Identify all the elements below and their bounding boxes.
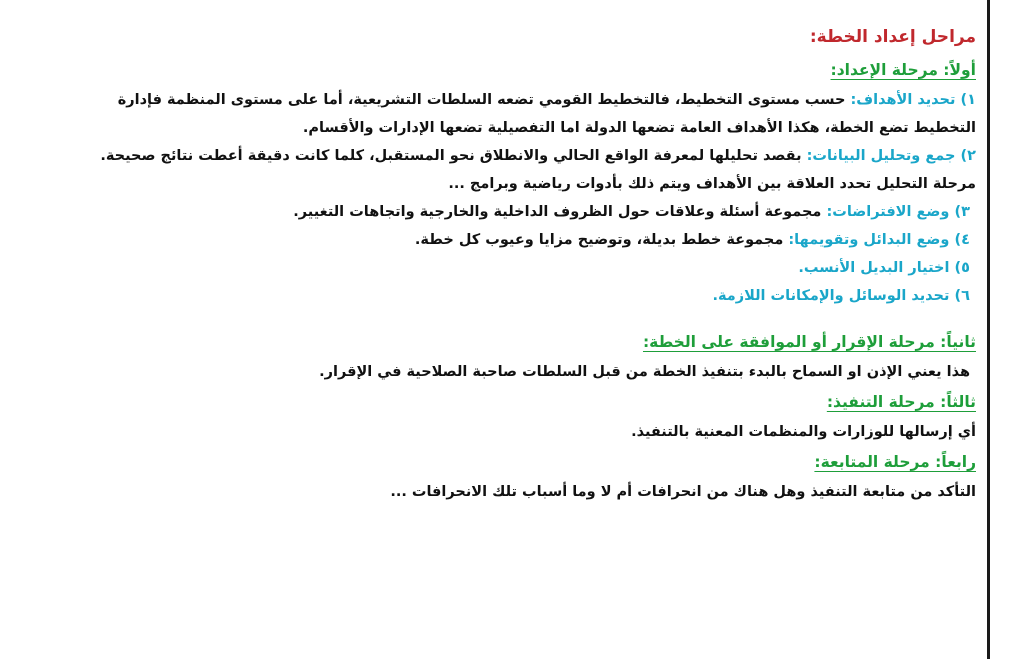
item-number: ٤) [954, 232, 970, 248]
item-text: مجموعة خطط بديلة، وتوضيح مزايا وعيوب كل خطة. [414, 232, 784, 248]
page-title: مراحل إعداد الخطة: [809, 27, 976, 47]
section-body-followup: التأكد من متابعة التنفيذ وهل هناك من انحرافات أم لا وما أسباب تلك الانحرافات ... [390, 484, 976, 500]
item-label: وضع البدائل وتقويمها: [788, 232, 950, 248]
section-body-execution: أي إرسالها للوزارات والمنظمات المعنية بالتنفيذ. [631, 424, 976, 440]
item-label: تحديد الأهداف: [850, 92, 956, 108]
list-item-1-continuation: التخطيط تضع الخطة، هكذا الأهداف العامة تضعها الدولة اما التفصيلية تضعها الإدارات والأقسام. [302, 120, 976, 136]
list-item-6 [46, 282, 976, 310]
list-item-2 [46, 142, 976, 170]
item-number: ٣) [954, 204, 970, 220]
section-heading-execution: ثالثاً: مرحلة التنفيذ: [826, 393, 976, 411]
section-heading-approval: ثانياً: مرحلة الإقرار أو الموافقة على الخطة: [642, 333, 976, 351]
item-label: تحديد الوسائل والإمكانات اللازمة. [712, 288, 950, 304]
item-number: ٢) [960, 148, 976, 164]
list-item-3 [46, 198, 976, 226]
item-label: وضع الافتراضات: [826, 204, 950, 220]
item-number: ٥) [954, 260, 970, 276]
item-number: ١) [960, 92, 976, 108]
list-item-1 [46, 86, 976, 114]
item-text: مجموعة أسئلة وعلاقات حول الظروف الداخلية والخارجية واتجاهات التغيير. [293, 204, 822, 220]
section-heading-preparation: أولاً: مرحلة الإعداد: [830, 61, 976, 79]
item-number: ٦) [954, 288, 970, 304]
list-item-4 [46, 226, 976, 254]
list-item-5 [46, 254, 976, 282]
section-heading-followup: رابعاً: مرحلة المتابعة: [814, 453, 976, 471]
section-body-approval: هذا يعني الإذن او السماح بالبدء بتنفيذ الخطة من قبل السلطات صاحبة الصلاحية في الإقرار. [319, 364, 970, 380]
section-spacer [46, 310, 976, 326]
document-body [46, 20, 976, 506]
item-label: جمع وتحليل البيانات: [806, 148, 956, 164]
item-text: بقصد تحليلها لمعرفة الواقع الحالي والانطلاق نحو المستقبل، كلما كانت دقيقة أعطت نتائج صحيحة. [100, 148, 802, 164]
list-item-2-continuation: مرحلة التحليل تحدد العلاقة بين الأهداف ويتم ذلك بأدوات رياضية وبرامج ... [448, 176, 976, 192]
item-text: حسب مستوى التخطيط، فالتخطيط القومي تضعه السلطات التشريعية، أما على مستوى المنظمة فإدارة [117, 92, 846, 108]
item-label: اختيار البديل الأنسب. [798, 260, 950, 276]
